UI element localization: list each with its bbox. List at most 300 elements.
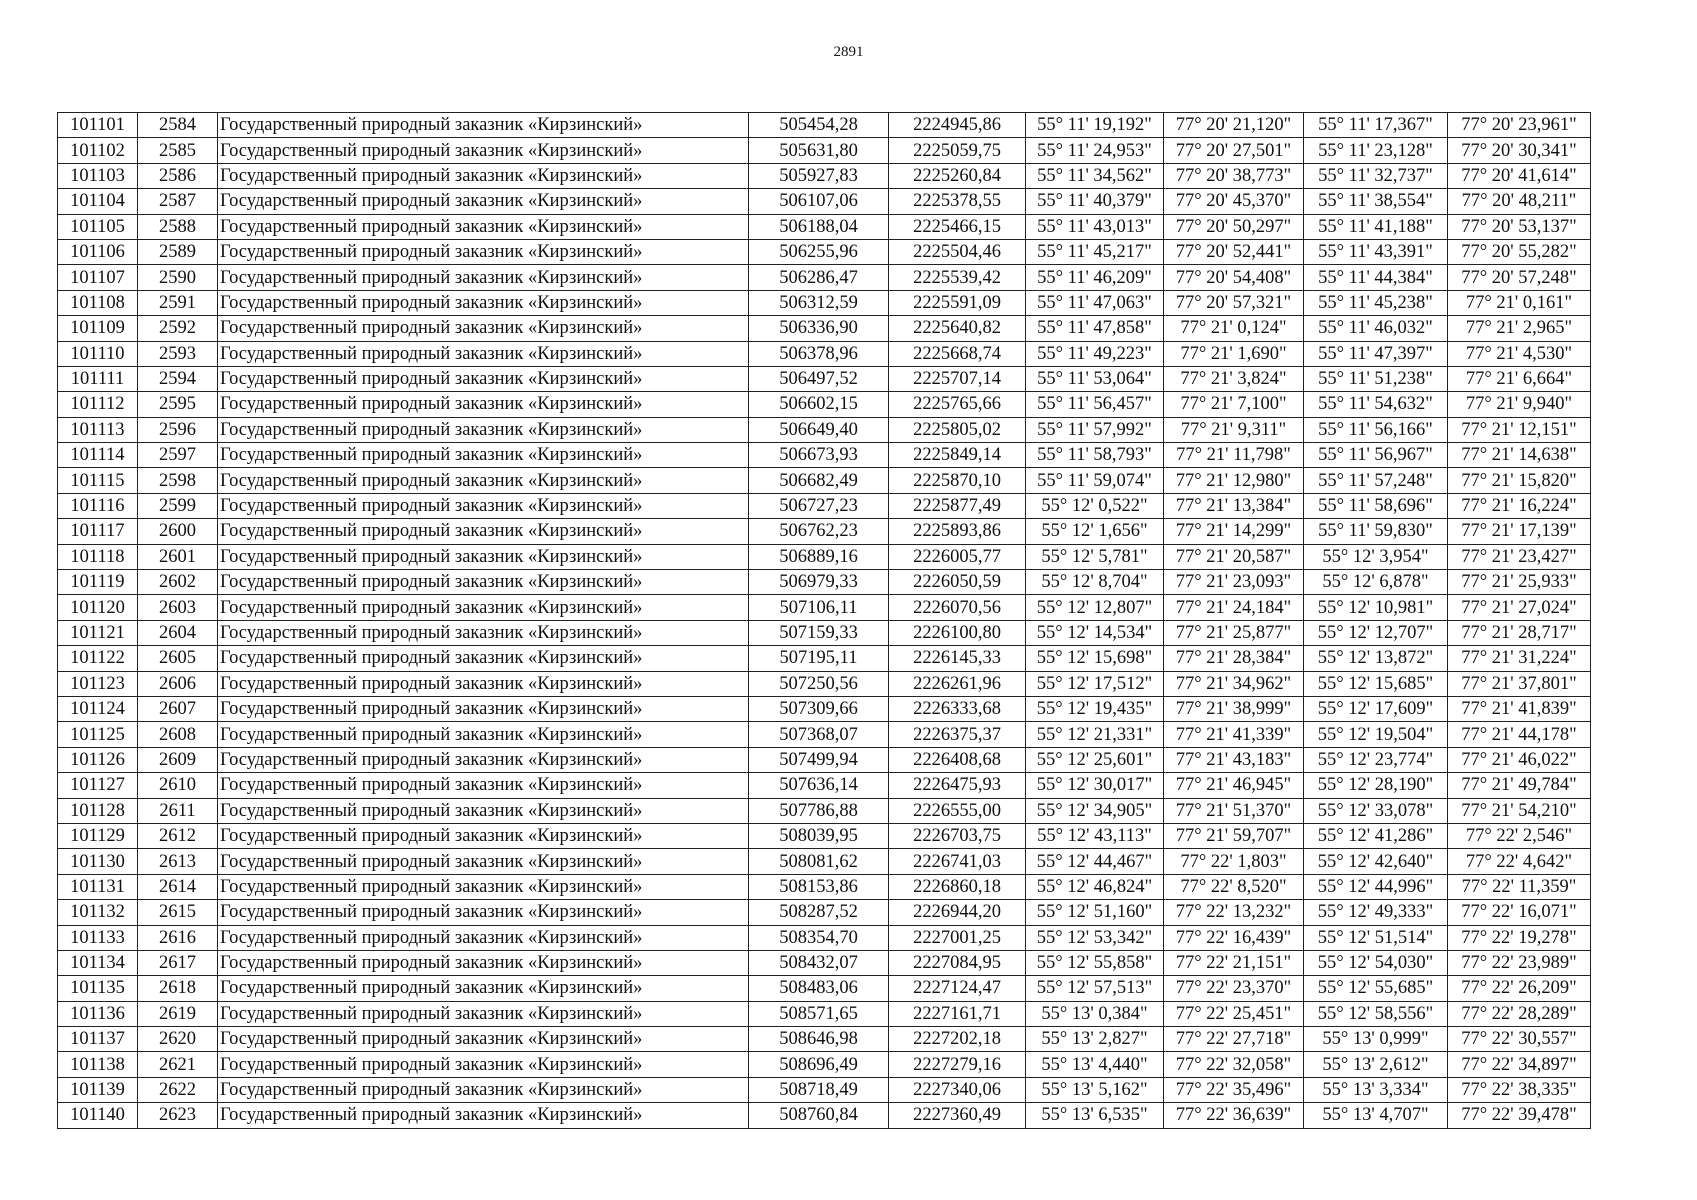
record-id-cell: 101121 xyxy=(58,620,138,645)
table-row xyxy=(58,722,1591,747)
longitude-2-cell: 77° 22' 30,557" xyxy=(1448,1027,1591,1052)
coord-y-cell: 2225260,84 xyxy=(889,163,1026,188)
longitude-1-cell: 77° 22' 35,496" xyxy=(1164,1077,1304,1102)
point-number-cell: 2614 xyxy=(138,874,218,899)
longitude-2-cell: 77° 20' 55,282" xyxy=(1448,239,1591,264)
territory-name-cell: Государственный природный заказник «Кирзинский» xyxy=(218,366,749,391)
longitude-1-cell: 77° 21' 23,093" xyxy=(1164,570,1304,595)
record-id-cell: 101107 xyxy=(58,265,138,290)
territory-name-cell: Государственный природный заказник «Кирзинский» xyxy=(218,950,749,975)
coord-x-cell: 508354,70 xyxy=(749,925,889,950)
coord-y-cell: 2227084,95 xyxy=(889,950,1026,975)
latitude-2-cell: 55° 12' 55,685" xyxy=(1304,976,1448,1001)
point-number-cell: 2586 xyxy=(138,163,218,188)
record-id-cell: 101113 xyxy=(58,417,138,442)
territory-name-cell: Государственный природный заказник «Кирзинский» xyxy=(218,671,749,696)
latitude-1-cell: 55° 12' 0,522" xyxy=(1026,493,1164,518)
territory-name-cell: Государственный природный заказник «Кирзинский» xyxy=(218,646,749,671)
record-id-cell: 101115 xyxy=(58,468,138,493)
coord-y-cell: 2225877,49 xyxy=(889,493,1026,518)
latitude-2-cell: 55° 12' 54,030" xyxy=(1304,950,1448,975)
longitude-2-cell: 77° 20' 41,614" xyxy=(1448,163,1591,188)
latitude-1-cell: 55° 11' 53,064" xyxy=(1026,366,1164,391)
latitude-2-cell: 55° 12' 13,872" xyxy=(1304,646,1448,671)
coord-y-cell: 2227161,71 xyxy=(889,1001,1026,1026)
territory-name-cell: Государственный природный заказник «Кирзинский» xyxy=(218,874,749,899)
latitude-1-cell: 55° 12' 34,905" xyxy=(1026,798,1164,823)
point-number-cell: 2612 xyxy=(138,823,218,848)
record-id-cell: 101136 xyxy=(58,1001,138,1026)
coord-x-cell: 508039,95 xyxy=(749,823,889,848)
latitude-1-cell: 55° 12' 44,467" xyxy=(1026,849,1164,874)
longitude-1-cell: 77° 21' 7,100" xyxy=(1164,392,1304,417)
coord-x-cell: 507106,11 xyxy=(749,595,889,620)
table-row xyxy=(58,950,1591,975)
table-row xyxy=(58,798,1591,823)
latitude-2-cell: 55° 11' 44,384" xyxy=(1304,265,1448,290)
longitude-1-cell: 77° 21' 20,587" xyxy=(1164,544,1304,569)
longitude-1-cell: 77° 22' 21,151" xyxy=(1164,950,1304,975)
table-row xyxy=(58,696,1591,721)
territory-name-cell: Государственный природный заказник «Кирзинский» xyxy=(218,900,749,925)
coord-y-cell: 2226703,75 xyxy=(889,823,1026,848)
latitude-2-cell: 55° 11' 47,397" xyxy=(1304,341,1448,366)
coord-x-cell: 508432,07 xyxy=(749,950,889,975)
table-row xyxy=(58,138,1591,163)
point-number-cell: 2590 xyxy=(138,265,218,290)
latitude-1-cell: 55° 11' 24,953" xyxy=(1026,138,1164,163)
longitude-1-cell: 77° 22' 25,451" xyxy=(1164,1001,1304,1026)
table-row xyxy=(58,849,1591,874)
point-number-cell: 2613 xyxy=(138,849,218,874)
record-id-cell: 101135 xyxy=(58,976,138,1001)
coord-x-cell: 507195,11 xyxy=(749,646,889,671)
longitude-1-cell: 77° 20' 21,120" xyxy=(1164,113,1304,138)
table-row xyxy=(58,544,1591,569)
table-row xyxy=(58,214,1591,239)
latitude-2-cell: 55° 13' 0,999" xyxy=(1304,1027,1448,1052)
territory-name-cell: Государственный природный заказник «Кирзинский» xyxy=(218,163,749,188)
latitude-2-cell: 55° 12' 3,954" xyxy=(1304,544,1448,569)
coord-x-cell: 508718,49 xyxy=(749,1077,889,1102)
table-row xyxy=(58,443,1591,468)
point-number-cell: 2619 xyxy=(138,1001,218,1026)
coord-y-cell: 2225059,75 xyxy=(889,138,1026,163)
territory-name-cell: Государственный природный заказник «Кирзинский» xyxy=(218,113,749,138)
latitude-1-cell: 55° 11' 56,457" xyxy=(1026,392,1164,417)
latitude-1-cell: 55° 13' 6,535" xyxy=(1026,1103,1164,1128)
longitude-2-cell: 77° 20' 48,211" xyxy=(1448,189,1591,214)
latitude-2-cell: 55° 12' 41,286" xyxy=(1304,823,1448,848)
territory-name-cell: Государственный природный заказник «Кирзинский» xyxy=(218,1027,749,1052)
longitude-1-cell: 77° 21' 1,690" xyxy=(1164,341,1304,366)
latitude-1-cell: 55° 13' 4,440" xyxy=(1026,1052,1164,1077)
table-row xyxy=(58,925,1591,950)
coord-x-cell: 505454,28 xyxy=(749,113,889,138)
coord-x-cell: 507636,14 xyxy=(749,773,889,798)
table-row xyxy=(58,493,1591,518)
latitude-1-cell: 55° 11' 47,858" xyxy=(1026,316,1164,341)
point-number-cell: 2615 xyxy=(138,900,218,925)
record-id-cell: 101105 xyxy=(58,214,138,239)
latitude-2-cell: 55° 11' 57,248" xyxy=(1304,468,1448,493)
latitude-2-cell: 55° 11' 51,238" xyxy=(1304,366,1448,391)
longitude-1-cell: 77° 21' 11,798" xyxy=(1164,443,1304,468)
coord-x-cell: 506682,49 xyxy=(749,468,889,493)
latitude-1-cell: 55° 11' 57,992" xyxy=(1026,417,1164,442)
coord-x-cell: 505631,80 xyxy=(749,138,889,163)
table-row xyxy=(58,646,1591,671)
point-number-cell: 2595 xyxy=(138,392,218,417)
record-id-cell: 101101 xyxy=(58,113,138,138)
longitude-2-cell: 77° 20' 57,248" xyxy=(1448,265,1591,290)
longitude-2-cell: 77° 22' 19,278" xyxy=(1448,925,1591,950)
longitude-2-cell: 77° 22' 28,289" xyxy=(1448,1001,1591,1026)
latitude-2-cell: 55° 11' 23,128" xyxy=(1304,138,1448,163)
latitude-2-cell: 55° 11' 32,737" xyxy=(1304,163,1448,188)
table-row xyxy=(58,900,1591,925)
latitude-2-cell: 55° 12' 15,685" xyxy=(1304,671,1448,696)
table-row xyxy=(58,392,1591,417)
longitude-1-cell: 77° 20' 27,501" xyxy=(1164,138,1304,163)
table-row xyxy=(58,747,1591,772)
record-id-cell: 101108 xyxy=(58,290,138,315)
point-number-cell: 2609 xyxy=(138,747,218,772)
coordinates-table-body xyxy=(58,113,1591,1129)
latitude-2-cell: 55° 12' 12,707" xyxy=(1304,620,1448,645)
coord-x-cell: 506378,96 xyxy=(749,341,889,366)
longitude-2-cell: 77° 22' 11,359" xyxy=(1448,874,1591,899)
coord-x-cell: 505927,83 xyxy=(749,163,889,188)
latitude-1-cell: 55° 12' 57,513" xyxy=(1026,976,1164,1001)
record-id-cell: 101131 xyxy=(58,874,138,899)
table-row xyxy=(58,417,1591,442)
record-id-cell: 101130 xyxy=(58,849,138,874)
latitude-2-cell: 55° 12' 49,333" xyxy=(1304,900,1448,925)
table-row xyxy=(58,468,1591,493)
coord-x-cell: 507368,07 xyxy=(749,722,889,747)
table-row xyxy=(58,113,1591,138)
longitude-2-cell: 77° 21' 23,427" xyxy=(1448,544,1591,569)
coord-x-cell: 506727,23 xyxy=(749,493,889,518)
territory-name-cell: Государственный природный заказник «Кирзинский» xyxy=(218,773,749,798)
table-row xyxy=(58,874,1591,899)
record-id-cell: 101124 xyxy=(58,696,138,721)
coord-y-cell: 2225805,02 xyxy=(889,417,1026,442)
record-id-cell: 101140 xyxy=(58,1103,138,1128)
table-row xyxy=(58,823,1591,848)
longitude-1-cell: 77° 21' 13,384" xyxy=(1164,493,1304,518)
territory-name-cell: Государственный природный заказник «Кирзинский» xyxy=(218,1052,749,1077)
point-number-cell: 2591 xyxy=(138,290,218,315)
latitude-1-cell: 55° 12' 19,435" xyxy=(1026,696,1164,721)
coord-y-cell: 2226375,37 xyxy=(889,722,1026,747)
latitude-1-cell: 55° 12' 1,656" xyxy=(1026,519,1164,544)
longitude-1-cell: 77° 22' 16,439" xyxy=(1164,925,1304,950)
longitude-1-cell: 77° 21' 3,824" xyxy=(1164,366,1304,391)
coord-y-cell: 2226475,93 xyxy=(889,773,1026,798)
territory-name-cell: Государственный природный заказник «Кирзинский» xyxy=(218,696,749,721)
latitude-2-cell: 55° 12' 10,981" xyxy=(1304,595,1448,620)
table-row xyxy=(58,1103,1591,1128)
coord-y-cell: 2226408,68 xyxy=(889,747,1026,772)
record-id-cell: 101109 xyxy=(58,316,138,341)
latitude-2-cell: 55° 11' 46,032" xyxy=(1304,316,1448,341)
table-row xyxy=(58,1052,1591,1077)
latitude-2-cell: 55° 11' 56,166" xyxy=(1304,417,1448,442)
table-row xyxy=(58,189,1591,214)
latitude-2-cell: 55° 12' 44,996" xyxy=(1304,874,1448,899)
point-number-cell: 2597 xyxy=(138,443,218,468)
coord-y-cell: 2227279,16 xyxy=(889,1052,1026,1077)
latitude-1-cell: 55° 12' 21,331" xyxy=(1026,722,1164,747)
coord-x-cell: 507309,66 xyxy=(749,696,889,721)
record-id-cell: 101116 xyxy=(58,493,138,518)
longitude-2-cell: 77° 21' 16,224" xyxy=(1448,493,1591,518)
coord-x-cell: 507499,94 xyxy=(749,747,889,772)
longitude-1-cell: 77° 21' 38,999" xyxy=(1164,696,1304,721)
longitude-1-cell: 77° 21' 41,339" xyxy=(1164,722,1304,747)
territory-name-cell: Государственный природный заказник «Кирзинский» xyxy=(218,417,749,442)
coord-x-cell: 508646,98 xyxy=(749,1027,889,1052)
record-id-cell: 101117 xyxy=(58,519,138,544)
coord-y-cell: 2227001,25 xyxy=(889,925,1026,950)
record-id-cell: 101104 xyxy=(58,189,138,214)
longitude-2-cell: 77° 21' 25,933" xyxy=(1448,570,1591,595)
longitude-2-cell: 77° 21' 17,139" xyxy=(1448,519,1591,544)
coord-x-cell: 506255,96 xyxy=(749,239,889,264)
record-id-cell: 101103 xyxy=(58,163,138,188)
latitude-2-cell: 55° 12' 33,078" xyxy=(1304,798,1448,823)
longitude-1-cell: 77° 21' 51,370" xyxy=(1164,798,1304,823)
coord-y-cell: 2226145,33 xyxy=(889,646,1026,671)
longitude-2-cell: 77° 21' 37,801" xyxy=(1448,671,1591,696)
latitude-1-cell: 55° 12' 55,858" xyxy=(1026,950,1164,975)
latitude-2-cell: 55° 12' 17,609" xyxy=(1304,696,1448,721)
territory-name-cell: Государственный природный заказник «Кирзинский» xyxy=(218,620,749,645)
point-number-cell: 2605 xyxy=(138,646,218,671)
latitude-1-cell: 55° 12' 8,704" xyxy=(1026,570,1164,595)
coord-x-cell: 506762,23 xyxy=(749,519,889,544)
coord-y-cell: 2227124,47 xyxy=(889,976,1026,1001)
record-id-cell: 101120 xyxy=(58,595,138,620)
coord-y-cell: 2226860,18 xyxy=(889,874,1026,899)
longitude-2-cell: 77° 22' 2,546" xyxy=(1448,823,1591,848)
latitude-1-cell: 55° 11' 49,223" xyxy=(1026,341,1164,366)
coord-x-cell: 507250,56 xyxy=(749,671,889,696)
coord-y-cell: 2226944,20 xyxy=(889,900,1026,925)
page-number: 2891 xyxy=(833,44,864,60)
coord-y-cell: 2226005,77 xyxy=(889,544,1026,569)
longitude-2-cell: 77° 21' 12,151" xyxy=(1448,417,1591,442)
longitude-1-cell: 77° 21' 24,184" xyxy=(1164,595,1304,620)
coord-y-cell: 2225640,82 xyxy=(889,316,1026,341)
longitude-1-cell: 77° 21' 0,124" xyxy=(1164,316,1304,341)
coord-y-cell: 2225591,09 xyxy=(889,290,1026,315)
coord-y-cell: 2226070,56 xyxy=(889,595,1026,620)
record-id-cell: 101112 xyxy=(58,392,138,417)
latitude-2-cell: 55° 11' 58,696" xyxy=(1304,493,1448,518)
longitude-2-cell: 77° 21' 49,784" xyxy=(1448,773,1591,798)
latitude-1-cell: 55° 13' 2,827" xyxy=(1026,1027,1164,1052)
longitude-1-cell: 77° 22' 36,639" xyxy=(1164,1103,1304,1128)
record-id-cell: 101134 xyxy=(58,950,138,975)
longitude-2-cell: 77° 21' 6,664" xyxy=(1448,366,1591,391)
point-number-cell: 2585 xyxy=(138,138,218,163)
latitude-1-cell: 55° 11' 43,013" xyxy=(1026,214,1164,239)
latitude-2-cell: 55° 11' 56,967" xyxy=(1304,443,1448,468)
latitude-1-cell: 55° 13' 0,384" xyxy=(1026,1001,1164,1026)
longitude-1-cell: 77° 21' 9,311" xyxy=(1164,417,1304,442)
latitude-1-cell: 55° 12' 25,601" xyxy=(1026,747,1164,772)
latitude-2-cell: 55° 11' 45,238" xyxy=(1304,290,1448,315)
territory-name-cell: Государственный природный заказник «Кирзинский» xyxy=(218,519,749,544)
coord-y-cell: 2225668,74 xyxy=(889,341,1026,366)
coord-x-cell: 508081,62 xyxy=(749,849,889,874)
longitude-1-cell: 77° 20' 52,441" xyxy=(1164,239,1304,264)
territory-name-cell: Государственный природный заказник «Кирзинский» xyxy=(218,544,749,569)
longitude-2-cell: 77° 22' 23,989" xyxy=(1448,950,1591,975)
longitude-2-cell: 77° 21' 9,940" xyxy=(1448,392,1591,417)
latitude-1-cell: 55° 11' 47,063" xyxy=(1026,290,1164,315)
longitude-2-cell: 77° 21' 44,178" xyxy=(1448,722,1591,747)
record-id-cell: 101137 xyxy=(58,1027,138,1052)
longitude-1-cell: 77° 20' 38,773" xyxy=(1164,163,1304,188)
longitude-2-cell: 77° 21' 54,210" xyxy=(1448,798,1591,823)
longitude-1-cell: 77° 22' 32,058" xyxy=(1164,1052,1304,1077)
latitude-1-cell: 55° 11' 46,209" xyxy=(1026,265,1164,290)
longitude-2-cell: 77° 21' 15,820" xyxy=(1448,468,1591,493)
latitude-1-cell: 55° 12' 5,781" xyxy=(1026,544,1164,569)
table-row xyxy=(58,773,1591,798)
record-id-cell: 101106 xyxy=(58,239,138,264)
territory-name-cell: Государственный природный заказник «Кирзинский» xyxy=(218,798,749,823)
territory-name-cell: Государственный природный заказник «Кирзинский» xyxy=(218,265,749,290)
point-number-cell: 2599 xyxy=(138,493,218,518)
longitude-2-cell: 77° 20' 53,137" xyxy=(1448,214,1591,239)
territory-name-cell: Государственный природный заказник «Кирзинский» xyxy=(218,341,749,366)
coord-x-cell: 506979,33 xyxy=(749,570,889,595)
point-number-cell: 2611 xyxy=(138,798,218,823)
table-row xyxy=(58,341,1591,366)
coord-x-cell: 508153,86 xyxy=(749,874,889,899)
longitude-1-cell: 77° 21' 25,877" xyxy=(1164,620,1304,645)
record-id-cell: 101110 xyxy=(58,341,138,366)
point-number-cell: 2602 xyxy=(138,570,218,595)
point-number-cell: 2589 xyxy=(138,239,218,264)
point-number-cell: 2621 xyxy=(138,1052,218,1077)
coord-x-cell: 507159,33 xyxy=(749,620,889,645)
longitude-2-cell: 77° 21' 2,965" xyxy=(1448,316,1591,341)
point-number-cell: 2588 xyxy=(138,214,218,239)
longitude-2-cell: 77° 22' 26,209" xyxy=(1448,976,1591,1001)
latitude-2-cell: 55° 11' 59,830" xyxy=(1304,519,1448,544)
latitude-1-cell: 55° 11' 58,793" xyxy=(1026,443,1164,468)
point-number-cell: 2600 xyxy=(138,519,218,544)
table-row xyxy=(58,163,1591,188)
latitude-2-cell: 55° 12' 51,514" xyxy=(1304,925,1448,950)
latitude-1-cell: 55° 11' 59,074" xyxy=(1026,468,1164,493)
coord-y-cell: 2227340,06 xyxy=(889,1077,1026,1102)
longitude-2-cell: 77° 21' 27,024" xyxy=(1448,595,1591,620)
latitude-1-cell: 55° 11' 19,192" xyxy=(1026,113,1164,138)
point-number-cell: 2607 xyxy=(138,696,218,721)
latitude-1-cell: 55° 12' 53,342" xyxy=(1026,925,1164,950)
coord-y-cell: 2225539,42 xyxy=(889,265,1026,290)
latitude-1-cell: 55° 12' 43,113" xyxy=(1026,823,1164,848)
coord-y-cell: 2226555,00 xyxy=(889,798,1026,823)
record-id-cell: 101118 xyxy=(58,544,138,569)
coord-x-cell: 508287,52 xyxy=(749,900,889,925)
record-id-cell: 101114 xyxy=(58,443,138,468)
latitude-2-cell: 55° 12' 58,556" xyxy=(1304,1001,1448,1026)
coord-x-cell: 506497,52 xyxy=(749,366,889,391)
latitude-2-cell: 55° 12' 23,774" xyxy=(1304,747,1448,772)
table-row xyxy=(58,1027,1591,1052)
point-number-cell: 2608 xyxy=(138,722,218,747)
longitude-2-cell: 77° 22' 4,642" xyxy=(1448,849,1591,874)
coord-y-cell: 2225849,14 xyxy=(889,443,1026,468)
longitude-2-cell: 77° 21' 41,839" xyxy=(1448,696,1591,721)
coord-x-cell: 506286,47 xyxy=(749,265,889,290)
longitude-1-cell: 77° 21' 28,384" xyxy=(1164,646,1304,671)
coord-y-cell: 2226741,03 xyxy=(889,849,1026,874)
point-number-cell: 2606 xyxy=(138,671,218,696)
table-row xyxy=(58,976,1591,1001)
table-row xyxy=(58,1077,1591,1102)
record-id-cell: 101123 xyxy=(58,671,138,696)
record-id-cell: 101129 xyxy=(58,823,138,848)
longitude-1-cell: 77° 21' 46,945" xyxy=(1164,773,1304,798)
coord-y-cell: 2226100,80 xyxy=(889,620,1026,645)
point-number-cell: 2601 xyxy=(138,544,218,569)
latitude-2-cell: 55° 11' 54,632" xyxy=(1304,392,1448,417)
point-number-cell: 2603 xyxy=(138,595,218,620)
territory-name-cell: Государственный природный заказник «Кирзинский» xyxy=(218,468,749,493)
coord-y-cell: 2225378,55 xyxy=(889,189,1026,214)
coord-y-cell: 2225870,10 xyxy=(889,468,1026,493)
latitude-1-cell: 55° 11' 40,379" xyxy=(1026,189,1164,214)
point-number-cell: 2618 xyxy=(138,976,218,1001)
territory-name-cell: Государственный природный заказник «Кирзинский» xyxy=(218,1001,749,1026)
coord-x-cell: 506336,90 xyxy=(749,316,889,341)
point-number-cell: 2594 xyxy=(138,366,218,391)
coord-y-cell: 2224945,86 xyxy=(889,113,1026,138)
record-id-cell: 101126 xyxy=(58,747,138,772)
longitude-2-cell: 77° 21' 31,224" xyxy=(1448,646,1591,671)
territory-name-cell: Государственный природный заказник «Кирзинский» xyxy=(218,189,749,214)
latitude-2-cell: 55° 12' 28,190" xyxy=(1304,773,1448,798)
longitude-2-cell: 77° 21' 46,022" xyxy=(1448,747,1591,772)
longitude-1-cell: 77° 22' 27,718" xyxy=(1164,1027,1304,1052)
coordinates-table xyxy=(57,112,1591,1129)
coord-x-cell: 508696,49 xyxy=(749,1052,889,1077)
record-id-cell: 101132 xyxy=(58,900,138,925)
coord-x-cell: 507786,88 xyxy=(749,798,889,823)
territory-name-cell: Государственный природный заказник «Кирзинский» xyxy=(218,1077,749,1102)
coord-y-cell: 2225466,15 xyxy=(889,214,1026,239)
longitude-2-cell: 77° 22' 16,071" xyxy=(1448,900,1591,925)
longitude-1-cell: 77° 20' 45,370" xyxy=(1164,189,1304,214)
longitude-2-cell: 77° 20' 30,341" xyxy=(1448,138,1591,163)
territory-name-cell: Государственный природный заказник «Кирзинский» xyxy=(218,747,749,772)
longitude-1-cell: 77° 21' 12,980" xyxy=(1164,468,1304,493)
longitude-1-cell: 77° 20' 57,321" xyxy=(1164,290,1304,315)
territory-name-cell: Государственный природный заказник «Кирзинский» xyxy=(218,849,749,874)
latitude-2-cell: 55° 11' 41,188" xyxy=(1304,214,1448,239)
longitude-1-cell: 77° 21' 34,962" xyxy=(1164,671,1304,696)
territory-name-cell: Государственный природный заказник «Кирзинский» xyxy=(218,214,749,239)
